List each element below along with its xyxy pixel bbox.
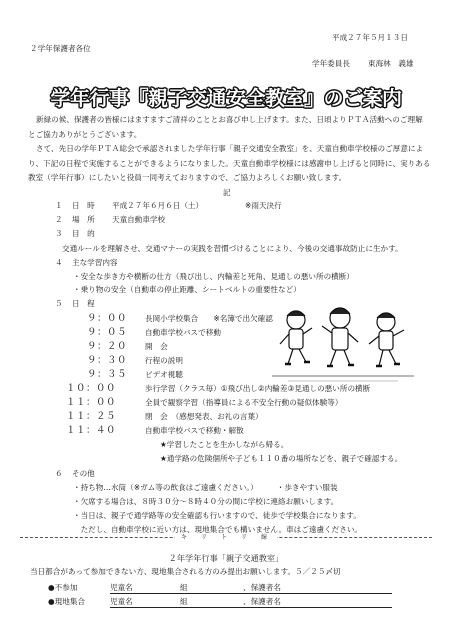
schedule-desc: 行程の説明 bbox=[145, 356, 183, 365]
slip-guardian-label[interactable]: 、保護者名 bbox=[243, 597, 281, 606]
slip-class-label[interactable]: 組 bbox=[180, 597, 188, 606]
schedule-desc: 開 会 bbox=[145, 342, 168, 351]
schedule-time: ９：３５ bbox=[87, 369, 128, 380]
slip-underline bbox=[110, 607, 392, 608]
item-4-number: ４ bbox=[55, 258, 63, 267]
slip-child-name-label[interactable]: 児童名 bbox=[110, 597, 133, 606]
other-line: ただし、自動車学校に近い方は、現地集合でも構いません。車はご遠慮ください。 bbox=[73, 525, 363, 534]
event-date: 平成２７年６月６日（土） bbox=[112, 201, 204, 210]
intro-paragraph-2: さて、先日の学年ＰＴＡ総会で承認されました学年行事「親子交通安全教室」を、天童自動車学校様のご厚意により、下記の日程で実施することができるようになりました。天童自動車学校様には感謝申し上げると同時に、実りある教室（学年行事）にしたいと役員一同考えておりますので、ご協力よろしくお願い致します。 bbox=[28, 144, 431, 182]
schedule-desc: 長岡小学校集合 ※名簿で出欠確認 bbox=[145, 314, 273, 323]
schedule-time: ９：２０ bbox=[87, 341, 128, 352]
item-6-number: ６ bbox=[55, 469, 63, 478]
item-3-number: ３ bbox=[55, 229, 63, 238]
schedule-time: ９：３０ bbox=[87, 355, 128, 366]
contents-line: ・安全な歩き方や横断の仕方（飛び出し、内輪差と死角、見通しの悪い所の横断） bbox=[73, 272, 354, 281]
item-5-label: 日 程 bbox=[72, 299, 95, 308]
schedule-note: ★学習したことを生かしながら帰る。 bbox=[160, 440, 289, 449]
schedule-time: １１：４０ bbox=[66, 425, 117, 436]
schedule-desc: 閉 会 （感想発表、お礼の言葉） bbox=[145, 412, 263, 421]
schedule-desc: 全員で観察学習（指導員による不安全行動の疑似体験等） bbox=[145, 398, 343, 407]
schedule-desc: ビデオ視聴 bbox=[145, 370, 183, 379]
recipient: ２学年保護者各位 bbox=[30, 44, 91, 53]
slip-mark: ●現地集合 bbox=[48, 597, 86, 606]
schedule-desc: 自動車学校バスで移動・解散 bbox=[145, 426, 244, 435]
slip-instruction: 当日都合があって参加できない方、現地集合される方のみ提出お願いします。５／２５〆切 bbox=[30, 567, 341, 576]
schedule-desc: 自動車学校バスで移動 bbox=[145, 328, 221, 337]
schedule-desc: 歩行学習（クラス毎）①飛び出し②内輪差③見通しの悪い所の横断 bbox=[145, 384, 371, 393]
purpose-text: 交通ルールを理解させ、交通マナーの実践を習慣づけることにより、今後の交通事故防止に生かす。 bbox=[62, 244, 403, 253]
item-1-number: １ bbox=[55, 201, 63, 210]
item-3-label: 目 的 bbox=[72, 229, 95, 238]
slip-child-name-label[interactable]: 児童名 bbox=[110, 583, 133, 592]
schedule-time: ９：００ bbox=[87, 313, 128, 324]
sender-names: 東海林 義雄 bbox=[368, 59, 414, 68]
document-date: 平成２７年５月１３日 bbox=[332, 33, 408, 42]
slip-underline bbox=[110, 593, 392, 594]
cut-line-label-wrapper bbox=[0, 533, 452, 541]
item-6-label: その他 bbox=[72, 469, 95, 478]
children-walking-illustration bbox=[268, 298, 418, 384]
schedule-note: ★通学路の危険個所や子ども１１０番の場所などを、親子で確認する。 bbox=[160, 454, 403, 463]
contents-line: ・乗り物の安全（自動車の停止距離、シートベルトの重要性など） bbox=[73, 285, 301, 294]
slip-guardian-label[interactable]: 、保護者名 bbox=[243, 583, 281, 592]
schedule-time: ９：０５ bbox=[87, 327, 128, 338]
slip-mark: ●不参加 bbox=[48, 583, 78, 592]
other-line: ・当日は、親子で通学路等の安全確認も行いますので、徒歩で学校集合になります。 bbox=[73, 511, 361, 520]
item-2-number: ２ bbox=[55, 215, 63, 224]
schedule-time: １１：２５ bbox=[66, 411, 117, 422]
schedule-time: １１：００ bbox=[66, 397, 117, 408]
event-place: 天童自動車学校 bbox=[112, 215, 166, 224]
schedule-time: １０：００ bbox=[66, 383, 117, 394]
item-1-label: 日 時 bbox=[72, 201, 95, 210]
cut-line-label: キ リ ト リ 線 bbox=[175, 534, 277, 541]
page-title: 学年行事『親子交通安全教室』のご案内 bbox=[50, 86, 402, 110]
item-2-label: 場 所 bbox=[72, 215, 95, 224]
slip-title: ２年学年行事「親子交通教室」 bbox=[168, 553, 284, 563]
rain-note: ※雨天決行 bbox=[245, 201, 282, 210]
slip-class-label[interactable]: 組 bbox=[180, 583, 188, 592]
intro-paragraph-1: 新緑の候、保護者の皆様にはますますご清祥のこととお喜び申し上げます。また、日頃よりＰＴＡ活動へのご理解とご協力ありがとうございます。 bbox=[28, 115, 423, 139]
other-line: ・欠席する場合は、８時３０分～８時４０分の間に学校に連絡お願いします。 bbox=[73, 497, 339, 506]
ki-marker: 記 bbox=[223, 188, 231, 197]
item-4-label: 主な学習内容 bbox=[72, 258, 118, 267]
other-line: ・持ち物…水筒（※ガム等の飲食はご遠慮ください。） ・歩きやすい服装 bbox=[73, 483, 338, 492]
item-5-number: ５ bbox=[55, 299, 63, 308]
sender-committee: 学年委員長 bbox=[312, 59, 350, 68]
